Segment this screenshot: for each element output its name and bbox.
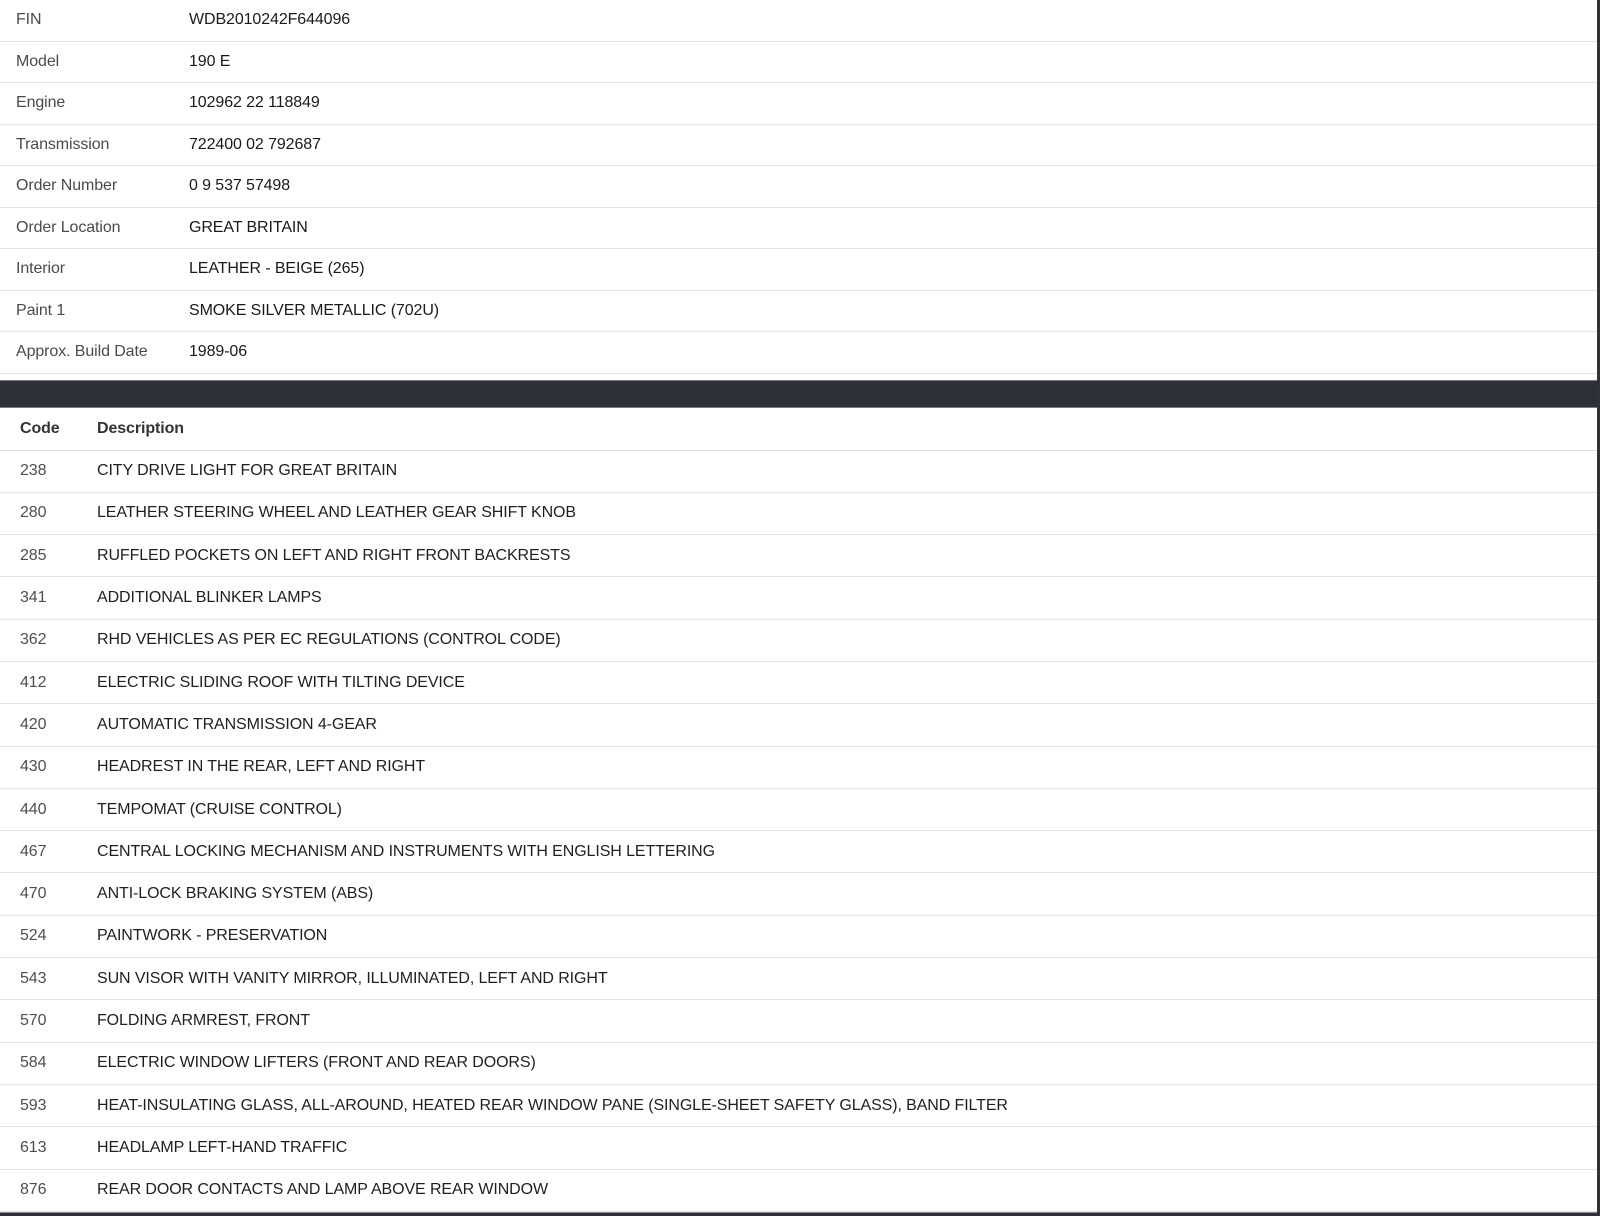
code-row [0,493,1600,535]
description-column-header: Description [97,419,184,437]
info-row [0,291,1600,333]
info-row-label: Order Number [16,177,118,195]
info-row [0,208,1600,250]
option-code: 584 [20,1054,47,1072]
option-code: 412 [20,673,47,691]
info-row-value: GREAT BRITAIN [189,218,308,236]
option-codes-header-row [0,408,1600,451]
option-description: FOLDING ARMREST, FRONT [97,1012,310,1029]
info-row [0,0,1600,42]
info-row [0,332,1600,374]
info-row [0,83,1600,125]
code-row [0,704,1600,746]
option-description: HEADLAMP LEFT-HAND TRAFFIC [97,1138,348,1156]
code-row [0,1127,1600,1169]
info-row-value: 102962 22 118849 [189,94,320,112]
code-row [0,1043,1600,1085]
option-description: CENTRAL LOCKING MECHANISM AND INSTRUMENTS WITH ENGLISH LETTERING [97,842,715,860]
option-codes-table [0,408,1600,1212]
option-code: 543 [20,969,47,987]
code-row [0,789,1600,831]
option-description: RHD VEHICLES AS PER EC REGULATIONS (CONTROL CODE) [97,631,561,649]
code-row [0,1000,1600,1042]
info-row [0,42,1600,84]
vehicle-info-table [0,0,1600,374]
info-row [0,125,1600,167]
info-row-label: Order Location [16,218,121,236]
option-description: LEATHER STEERING WHEEL AND LEATHER GEAR SHIFT KNOB [97,504,576,522]
option-code: 470 [20,885,47,903]
info-row-label: Engine [16,94,66,112]
info-row-label: Model [16,52,60,70]
code-row [0,535,1600,577]
info-row [0,166,1600,208]
option-codes-rows [0,451,1600,1212]
info-row-label: Interior [16,260,65,278]
code-column-header: Code [20,419,60,437]
option-code: 285 [20,546,47,564]
option-description: ADDITIONAL BLINKER LAMPS [97,589,322,607]
option-description: ANTI-LOCK BRAKING SYSTEM (ABS) [97,885,374,903]
code-row [0,747,1600,789]
info-row-label: Approx. Build Date [16,343,148,361]
code-row [0,451,1600,493]
option-description: SUN VISOR WITH VANITY MIRROR, ILLUMINATED, LEFT AND RIGHT [97,969,608,987]
option-code: 238 [20,462,47,480]
option-code: 420 [20,715,47,733]
code-row [0,873,1600,915]
info-row-value: 722400 02 792687 [189,135,321,153]
option-code: 280 [20,504,47,522]
option-code: 613 [20,1138,47,1156]
info-row-value: WDB2010242F644096 [189,11,351,29]
code-row [0,577,1600,619]
code-row [0,662,1600,704]
info-row-value: 0 9 537 57498 [189,177,291,195]
info-row-label: Transmission [16,135,110,153]
option-description: ELECTRIC WINDOW LIFTERS (FRONT AND REAR DOORS) [97,1054,536,1072]
option-description: REAR DOOR CONTACTS AND LAMP ABOVE REAR WINDOW [97,1181,548,1199]
info-row-value: LEATHER - BEIGE (265) [189,260,365,278]
option-description: CITY DRIVE LIGHT FOR GREAT BRITAIN [97,462,398,480]
option-code: 467 [20,842,47,860]
code-row [0,1085,1600,1127]
code-row [0,1170,1600,1212]
option-description: HEAT-INSULATING GLASS, ALL-AROUND, HEATED REAR WINDOW PANE (SINGLE-SHEET SAFETY GLASS), BAND FILTER [97,1096,1008,1114]
option-description: AUTOMATIC TRANSMISSION 4-GEAR [97,715,377,733]
option-code: 430 [20,758,47,776]
option-code: 570 [20,1012,47,1029]
option-description: HEADREST IN THE REAR, LEFT AND RIGHT [97,758,426,776]
code-row [0,958,1600,1000]
info-row [0,249,1600,291]
info-row-value: SMOKE SILVER METALLIC (702U) [189,301,440,319]
code-row [0,916,1600,958]
code-row [0,831,1600,873]
bottom-section-bar [0,1212,1600,1216]
option-description: PAINTWORK - PRESERVATION [97,927,328,945]
code-row [0,620,1600,662]
option-code: 440 [20,800,47,818]
info-row-value: 1989-06 [189,343,248,361]
section-divider-bar [0,380,1600,408]
option-description: RUFFLED POCKETS ON LEFT AND RIGHT FRONT BACKRESTS [97,546,571,564]
option-code: 362 [20,631,47,649]
info-row-value: 190 E [189,52,231,70]
option-description: TEMPOMAT (CRUISE CONTROL) [97,800,342,818]
option-code: 876 [20,1181,47,1199]
option-description: ELECTRIC SLIDING ROOF WITH TILTING DEVICE [97,673,465,691]
option-code: 524 [20,927,47,945]
option-code: 593 [20,1096,47,1114]
info-row-label: FIN [16,11,42,29]
option-code: 341 [20,589,47,607]
info-row-label: Paint 1 [16,301,66,319]
